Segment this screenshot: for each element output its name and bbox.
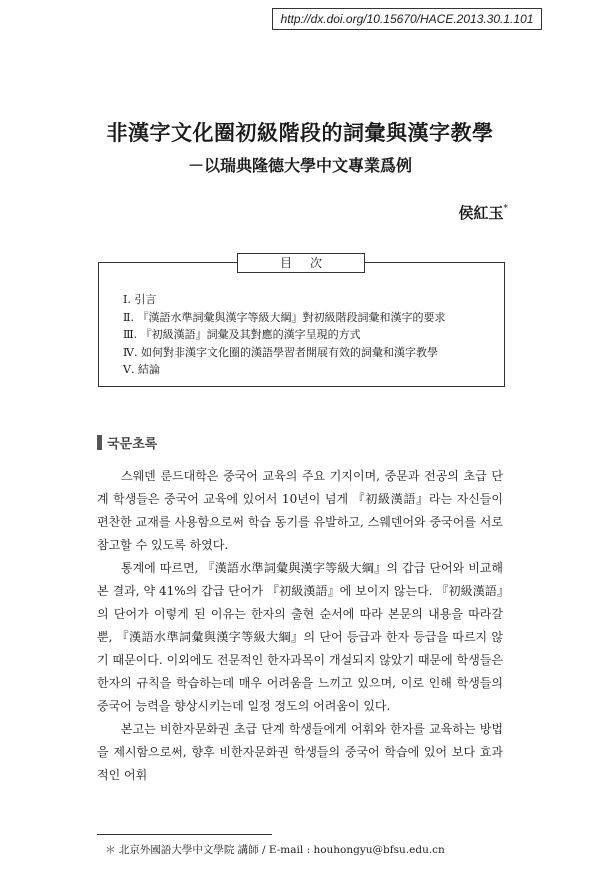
author-name: 侯紅玉	[458, 204, 504, 222]
toc-item: Ⅰ. 引言	[123, 293, 157, 306]
abstract-heading-label: 국문초록	[107, 437, 158, 452]
paper-title: 非漢字文化圈初級階段的詞彙與漢字教學	[106, 120, 494, 145]
toc-item: Ⅴ. 結論	[123, 363, 160, 376]
heading-bar-marker	[97, 435, 102, 450]
toc-header: 目次	[237, 253, 365, 273]
toc-item: Ⅲ. 『初級漢語』詞彙及其對應的漢字呈現的方式	[123, 328, 361, 341]
toc-item: Ⅱ. 『漢語水準詞彙與漢字等級大綱』對初級階段詞彙和漢字的要求	[123, 310, 446, 324]
abstract-heading	[97, 433, 157, 452]
toc-list	[123, 291, 445, 379]
author-footnote-mark: *	[503, 204, 508, 214]
footnote-divider	[97, 834, 272, 835]
table-of-contents	[98, 256, 505, 387]
author	[458, 202, 508, 223]
abstract-paragraph: 본고는 비한자문화권 초급 단계 학생들에게 어휘와 한자를 교육하는 방법을 제시함으로써, 향후 비한자문화권 학생들의 중국어 학습에 있어 보다 효과적인 어휘	[97, 722, 503, 782]
abstract-paragraph: 스웨덴 룬드대학은 중국어 교육의 주요 기지이며, 중문과 전공의 초급 단계 학생들은 중국어 교육에 있어서 10년이 넘게 『初級漢語』라는 자신들이 편찬한 교재를 사용함으로써 학습 동기를 유발하고, 스웨덴어와 중국어를 서로 참고할 수 있도록 하였다.	[97, 469, 503, 552]
abstract-paragraph: 통계에 따르면, 『漢語水準詞彙與漢字等級大綱』의 갑급 단어와 비교해 본 결과, 약 41%의 갑급 단어가 『初級漢語』에 보이지 않는다. 『初級漢語』의 단어가 이렇게 된 이유는 한자의 출현 순서에 따라 본문의 내용을 따라갈 뿐, 『漢語水準詞彙與漢字等級大綱』의 단어 등급과 한자 등급을 따르지 않기 때문이다. 이외에도 전문적인 한자과목이 개설되지 않았기 때문에 학생들은 한자의 규칙을 학습하는데 매우 어려움을 느끼고 있으며, 이로 인해 학생들의 중국어 능력을 향상시키는데 일정 정도의 어려움이 있다.	[97, 561, 503, 713]
paper-subtitle: －以瑞典隆德大學中文專業爲例	[187, 156, 412, 175]
abstract-body	[97, 465, 503, 787]
footnote: ＊ 北京外國語大學中文學院 講師 / E-mail : houhongyu@bfsu.edu.cn	[105, 844, 445, 856]
toc-item: Ⅳ. 如何對非漢字文化圈的漢語學習者開展有效的詞彙和漢字教學	[123, 345, 438, 359]
doi-link[interactable]: http://dx.doi.org/10.15670/HACE.2013.30.1.101	[272, 8, 542, 30]
